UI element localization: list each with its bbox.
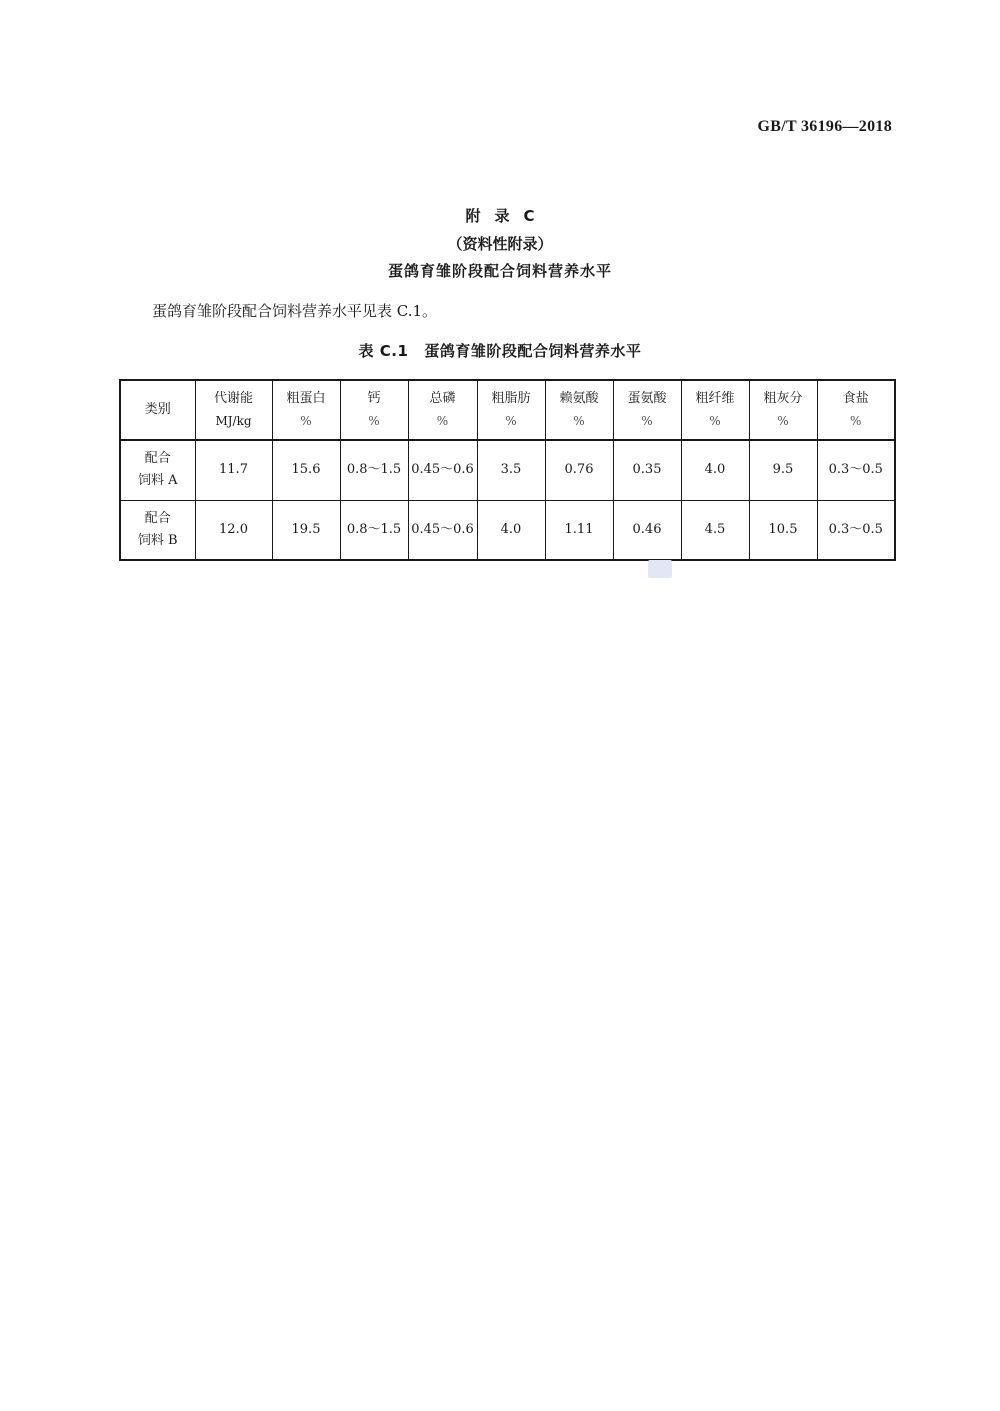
table-cell: 4.5 — [681, 500, 749, 560]
table-cell: 10.5 — [749, 500, 817, 560]
header-cell-category: 类别 — [120, 380, 195, 440]
table-cell: 9.5 — [749, 440, 817, 500]
header-cell-salt: 食盐 % — [817, 380, 895, 440]
header-cell-crude-ash: 粗灰分 % — [749, 380, 817, 440]
table-cell: 3.5 — [477, 440, 545, 500]
table-cell: 0.76 — [545, 440, 613, 500]
appendix-heading: 蛋鸽育雏阶段配合饲料营养水平 — [387, 262, 612, 280]
table-caption — [0, 340, 1000, 361]
table-cell: 12.0 — [195, 500, 272, 560]
table-row — [120, 500, 895, 560]
intro-paragraph: 蛋鸽育雏阶段配合饲料营养水平见表 C.1。 — [152, 302, 438, 320]
nutrition-table — [119, 379, 896, 561]
table-cell: 0.45～0.6 — [408, 440, 477, 500]
table-cell: 11.7 — [195, 440, 272, 500]
table-caption-number: 表 C.1 — [358, 342, 409, 360]
header-cell-crude-protein: 粗蛋白 % — [272, 380, 340, 440]
header-cell-energy: 代谢能 MJ/kg — [195, 380, 272, 440]
table-cell: 15.6 — [272, 440, 340, 500]
appendix-type: （资料性附录） — [447, 235, 553, 253]
header-cell-methionine: 蛋氨酸 % — [613, 380, 681, 440]
table-cell: 4.0 — [681, 440, 749, 500]
table-cell: 0.46 — [613, 500, 681, 560]
table-caption-title: 蛋鸽育雏阶段配合饲料营养水平 — [424, 342, 642, 360]
table-row — [120, 440, 895, 500]
standard-code: GB/T 36196—2018 — [757, 118, 892, 135]
table-cell: 0.3～0.5 — [817, 440, 895, 500]
table-cell: 19.5 — [272, 500, 340, 560]
table-cell: 1.11 — [545, 500, 613, 560]
table-cell: 0.8～1.5 — [340, 500, 408, 560]
table-cell: 0.3～0.5 — [817, 500, 895, 560]
table-header-row — [120, 380, 895, 440]
header-cell-calcium: 钙 % — [340, 380, 408, 440]
table-cell: 0.45～0.6 — [408, 500, 477, 560]
watermark-logo-icon — [648, 560, 672, 578]
table-cell: 0.8～1.5 — [340, 440, 408, 500]
header-cell-crude-fiber: 粗纤维 % — [681, 380, 749, 440]
appendix-title: 附录C — [465, 207, 549, 225]
table-cell: 0.35 — [613, 440, 681, 500]
row-label-cell: 配合 饲料 B — [120, 500, 195, 560]
row-label-cell: 配合 饲料 A — [120, 440, 195, 500]
header-cell-total-phosphorus: 总磷 % — [408, 380, 477, 440]
header-cell-lysine: 赖氨酸 % — [545, 380, 613, 440]
table-cell: 4.0 — [477, 500, 545, 560]
header-cell-crude-fat: 粗脂肪 % — [477, 380, 545, 440]
